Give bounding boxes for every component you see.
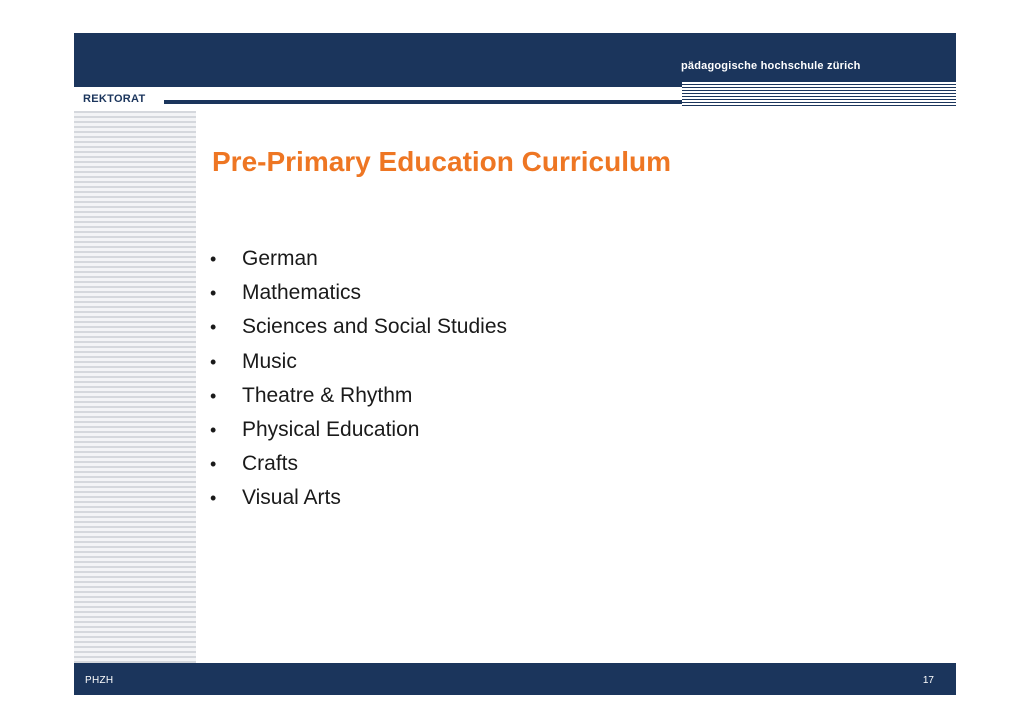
list-item-label: Music (242, 349, 297, 373)
bullet-icon: • (210, 283, 217, 304)
sidebar-stripes-decoration (74, 111, 196, 663)
bullet-icon: • (210, 385, 217, 406)
bullet-icon: • (210, 488, 217, 509)
list-item-label: Sciences and Social Studies (242, 315, 507, 339)
header-rule (164, 100, 682, 104)
department-label: REKTORAT (83, 93, 146, 105)
bullet-icon: • (210, 249, 217, 269)
header-band (74, 33, 956, 87)
footer-label: PHZH (85, 675, 114, 686)
bullet-icon: • (210, 454, 217, 475)
list-item-label: Visual Arts (242, 486, 341, 510)
institution-name: pädagogische hochschule zürich (681, 60, 861, 72)
slide-title: Pre-Primary Education Curriculum (212, 146, 672, 177)
bullet-icon: • (210, 419, 217, 440)
list-item-label: Theatre & Rhythm (242, 383, 413, 407)
list-item-label: Crafts (242, 452, 299, 476)
slide (74, 33, 956, 695)
list-item-label: Physical Education (242, 417, 420, 441)
page-number: 17 (922, 675, 934, 686)
header-stripes-decoration (682, 81, 956, 107)
list-item-label: Mathematics (242, 281, 362, 305)
list-item-label: German (242, 247, 318, 270)
footer-band (74, 663, 956, 695)
bullet-icon: • (210, 351, 217, 372)
bullet-icon: • (210, 317, 217, 338)
